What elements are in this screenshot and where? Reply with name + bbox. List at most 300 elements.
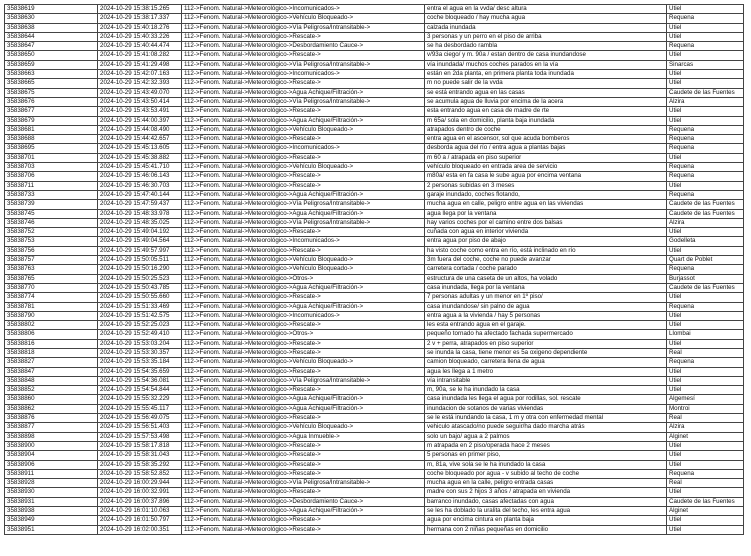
municipality-cell: Real (667, 479, 744, 488)
municipality-cell: Requena (667, 163, 744, 172)
description-cell: entra agua por piso de abajo (425, 237, 667, 246)
table-row (5, 386, 744, 395)
timestamp-cell: 2024-10-29 16:00:29.944 (98, 479, 182, 488)
category-cell: 112->Fenom. Natural->Meteorológico->Rescate-> (182, 153, 425, 162)
category-cell: 112->Fenom. Natural->Meteorológico->Vía Peligrosa/Intransitable-> (182, 200, 425, 209)
table-row (5, 125, 744, 134)
municipality-cell: Utiel (667, 311, 744, 320)
description-cell: camion bloqueado, carretera llena de agua (425, 358, 667, 367)
incident-id-cell: 35838765 (5, 274, 98, 283)
description-cell: inundacion de sotanos de varias viviendas (425, 404, 667, 413)
timestamp-cell: 2024-10-29 15:58:17.818 (98, 441, 182, 450)
description-cell: esta entrando agua en casa de madre de rte (425, 107, 667, 116)
timestamp-cell: 2024-10-29 15:44:08.490 (98, 125, 182, 134)
description-cell: agua por encima cintura en planta baja (425, 516, 667, 525)
description-cell: barranco inundado, casas afectadas con agua (425, 497, 667, 506)
municipality-cell: Utiel (667, 79, 744, 88)
incident-id-cell: 35838638 (5, 23, 98, 32)
incident-id-cell: 35838665 (5, 79, 98, 88)
incident-id-cell: 35838852 (5, 386, 98, 395)
category-cell: 112->Fenom. Natural->Meteorológico->Incomunicados-> (182, 311, 425, 320)
description-cell: solo un bajo/ agua a 2 palmos (425, 432, 667, 441)
description-cell: madre con sus 2 hijos 3 años / atrapada en vivienda (425, 488, 667, 497)
category-cell: 112->Fenom. Natural->Meteorológico->Vehículo Bloqueado-> (182, 256, 425, 265)
table-row (5, 330, 744, 339)
table-row (5, 163, 744, 172)
incident-id-cell: 35838806 (5, 330, 98, 339)
incident-id-cell: 35838928 (5, 479, 98, 488)
description-cell: se inunda la casa, tiene menor es 5a oxigeno dependiente (425, 348, 667, 357)
incident-id-cell: 35838650 (5, 51, 98, 60)
table-row (5, 423, 744, 432)
table-row (5, 51, 744, 60)
description-cell: vía inundada/ muchos coches parados en la vía (425, 60, 667, 69)
municipality-cell: Requena (667, 14, 744, 23)
municipality-cell: Alginet (667, 507, 744, 516)
table-row (5, 181, 744, 190)
description-cell: v/93a ciego/ y m. 90a / estan dentro de casa inundandose (425, 51, 667, 60)
table-row (5, 302, 744, 311)
incident-id-cell: 35838701 (5, 153, 98, 162)
incident-id-cell: 35838802 (5, 321, 98, 330)
incident-id-cell: 35838904 (5, 451, 98, 460)
description-cell: mucha agua en la calle, peligro entrada casas (425, 479, 667, 488)
category-cell: 112->Fenom. Natural->Meteorológico->Vía Peligrosa/Intransitable-> (182, 97, 425, 106)
table-row (5, 116, 744, 125)
municipality-cell: Alzira (667, 423, 744, 432)
description-cell: m80a/ esta en fa casa le sube agua por encima ventana (425, 172, 667, 181)
table-row (5, 293, 744, 302)
table-row (5, 218, 744, 227)
municipality-cell: Utiel (667, 153, 744, 162)
category-cell: 112->Fenom. Natural->Meteorológico->Rescate-> (182, 321, 425, 330)
table-row (5, 432, 744, 441)
category-cell: 112->Fenom. Natural->Meteorológico->Vehículo Bloqueado-> (182, 265, 425, 274)
municipality-cell: Alginet (667, 432, 744, 441)
timestamp-cell: 2024-10-29 15:55:45.117 (98, 404, 182, 413)
timestamp-cell: 2024-10-29 15:51:33.469 (98, 302, 182, 311)
table-row (5, 441, 744, 450)
timestamp-cell: 2024-10-29 16:01:10.063 (98, 507, 182, 516)
category-cell: 112->Fenom. Natural->Meteorológico->Agua Achique/Filtración-> (182, 507, 425, 516)
description-cell: m atrapada en 2 piso/operada hace 2 meses (425, 441, 667, 450)
description-cell: m, 90a, se le ha inundado la casa (425, 386, 667, 395)
category-cell: 112->Fenom. Natural->Meteorológico->Vía Peligrosa/Intransitable-> (182, 376, 425, 385)
municipality-cell: Utiel (667, 525, 744, 534)
category-cell: 112->Fenom. Natural->Meteorológico->Agua Achique/Filtración-> (182, 190, 425, 199)
municipality-cell: Quart de Poblet (667, 256, 744, 265)
municipality-cell: Utiel (667, 228, 744, 237)
table-row (5, 172, 744, 181)
category-cell: 112->Fenom. Natural->Meteorológico->Vehículo Bloqueado-> (182, 163, 425, 172)
table-row (5, 97, 744, 106)
timestamp-cell: 2024-10-29 15:46:06.143 (98, 172, 182, 181)
category-cell: 112->Fenom. Natural->Meteorológico->Rescate-> (182, 79, 425, 88)
municipality-cell: Utiel (667, 32, 744, 41)
incident-id-cell: 35838911 (5, 469, 98, 478)
timestamp-cell: 2024-10-29 15:48:33.978 (98, 209, 182, 218)
category-cell: 112->Fenom. Natural->Meteorológico->Rescate-> (182, 516, 425, 525)
description-cell: se está entrando agua en las casas (425, 88, 667, 97)
table-row (5, 395, 744, 404)
timestamp-cell: 2024-10-29 15:52:49.410 (98, 330, 182, 339)
description-cell: coche bloqueado / hay mucha agua (425, 14, 667, 23)
municipality-cell: Sinarcas (667, 60, 744, 69)
table-row (5, 135, 744, 144)
incident-id-cell: 35838876 (5, 414, 98, 423)
municipality-cell: Alzira (667, 97, 744, 106)
category-cell: 112->Fenom. Natural->Meteorológico->Agua Inmueble-> (182, 432, 425, 441)
description-cell: agua llega por la ventana (425, 209, 667, 218)
timestamp-cell: 2024-10-29 15:50:25.523 (98, 274, 182, 283)
table-row (5, 200, 744, 209)
description-cell: 3 personas y un perro en el piso de arriba (425, 32, 667, 41)
table-row (5, 153, 744, 162)
municipality-cell: Utiel (667, 23, 744, 32)
description-cell: 5 personas en primer piso, (425, 451, 667, 460)
incident-id-cell: 35838827 (5, 358, 98, 367)
municipality-cell: Utiel (667, 293, 744, 302)
description-cell: hermana con 2 niñas pequeñas en domicilio (425, 525, 667, 534)
description-cell: vehículo bloqueado en entrada area de servicio (425, 163, 667, 172)
municipality-cell: Requena (667, 144, 744, 153)
table-row (5, 190, 744, 199)
category-cell: 112->Fenom. Natural->Meteorológico->Rescate-> (182, 135, 425, 144)
category-cell: 112->Fenom. Natural->Meteorológico->Rescate-> (182, 246, 425, 255)
timestamp-cell: 2024-10-29 15:49:57.997 (98, 246, 182, 255)
table-row (5, 79, 744, 88)
timestamp-cell: 2024-10-29 15:51:42.575 (98, 311, 182, 320)
timestamp-cell: 2024-10-29 15:40:18.276 (98, 23, 182, 32)
table-row (5, 488, 744, 497)
municipality-cell: Requena (667, 135, 744, 144)
table-row (5, 274, 744, 283)
incident-id-cell: 35838745 (5, 209, 98, 218)
category-cell: 112->Fenom. Natural->Meteorológico->Rescate-> (182, 293, 425, 302)
incident-id-cell: 35838695 (5, 144, 98, 153)
timestamp-cell: 2024-10-29 15:50:05.511 (98, 256, 182, 265)
timestamp-cell: 2024-10-29 16:01:50.797 (98, 516, 182, 525)
municipality-cell: Real (667, 348, 744, 357)
table-row (5, 525, 744, 534)
timestamp-cell: 2024-10-29 15:38:15.265 (98, 5, 182, 14)
description-cell: mucha agua en calle, peligro entre agua en las viviendas (425, 200, 667, 209)
timestamp-cell: 2024-10-29 15:40:44.474 (98, 42, 182, 51)
category-cell: 112->Fenom. Natural->Meteorológico->Incomunicados-> (182, 70, 425, 79)
timestamp-cell: 2024-10-29 15:46:30.703 (98, 181, 182, 190)
incident-id-cell: 35838763 (5, 265, 98, 274)
incident-id-cell: 35838774 (5, 293, 98, 302)
incident-id-cell: 35838681 (5, 125, 98, 134)
category-cell: 112->Fenom. Natural->Meteorológico->Agua Achique/Filtración-> (182, 395, 425, 404)
description-cell: atrapados dentro de coche (425, 125, 667, 134)
incident-id-cell: 35838688 (5, 135, 98, 144)
municipality-cell: Requena (667, 469, 744, 478)
incident-id-cell: 35838644 (5, 32, 98, 41)
table-row (5, 265, 744, 274)
timestamp-cell: 2024-10-29 15:56:51.403 (98, 423, 182, 432)
description-cell: m 65a/ sola en domicilio, planta baja inundada (425, 116, 667, 125)
table-row (5, 339, 744, 348)
timestamp-cell: 2024-10-29 15:41:08.282 (98, 51, 182, 60)
description-cell: coche bloqueado por agua - v subido al techo de coche (425, 469, 667, 478)
table-row (5, 469, 744, 478)
table-row (5, 311, 744, 320)
description-cell: carretera cortada / coche parado (425, 265, 667, 274)
municipality-cell: Utiel (667, 386, 744, 395)
category-cell: 112->Fenom. Natural->Meteorológico->Rescate-> (182, 228, 425, 237)
description-cell: vehiculo atascado/no puede seguir/ha dado marcha atrás (425, 423, 667, 432)
incident-id-cell: 35838931 (5, 497, 98, 506)
category-cell: 112->Fenom. Natural->Meteorológico->Vehículo Bloqueado-> (182, 423, 425, 432)
timestamp-cell: 2024-10-29 15:53:03.204 (98, 339, 182, 348)
category-cell: 112->Fenom. Natural->Meteorológico->Vehículo Bloqueado-> (182, 125, 425, 134)
incident-id-cell: 35838756 (5, 246, 98, 255)
category-cell: 112->Fenom. Natural->Meteorológico->Rescate-> (182, 488, 425, 497)
municipality-cell: Utiel (667, 516, 744, 525)
municipality-cell: Algemesí (667, 395, 744, 404)
description-cell: ha visto coche como entra en río, está inclinado en río (425, 246, 667, 255)
timestamp-cell: 2024-10-29 15:49:04.564 (98, 237, 182, 246)
timestamp-cell: 2024-10-29 15:45:38.882 (98, 153, 182, 162)
description-cell: m no puede salir de la vvda (425, 79, 667, 88)
table-row (5, 414, 744, 423)
timestamp-cell: 2024-10-29 15:38:17.337 (98, 14, 182, 23)
incident-id-cell: 35838619 (5, 5, 98, 14)
category-cell: 112->Fenom. Natural->Meteorológico->Rescate-> (182, 441, 425, 450)
category-cell: 112->Fenom. Natural->Meteorológico->Agua Achique/Filtración-> (182, 209, 425, 218)
municipality-cell: Utiel (667, 5, 744, 14)
incident-id-cell: 35838951 (5, 525, 98, 534)
municipality-cell: Caudete de las Fuentes (667, 88, 744, 97)
description-cell: están en 2da planta, en primera planta toda inundada (425, 70, 667, 79)
table-row (5, 246, 744, 255)
timestamp-cell: 2024-10-29 15:50:55.660 (98, 293, 182, 302)
table-row (5, 460, 744, 469)
category-cell: 112->Fenom. Natural->Meteorológico->Vía Peligrosa/Intransitable-> (182, 479, 425, 488)
incident-id-cell: 35838676 (5, 97, 98, 106)
incident-id-cell: 35838733 (5, 190, 98, 199)
table-row (5, 376, 744, 385)
category-cell: 112->Fenom. Natural->Meteorológico->Rescate-> (182, 32, 425, 41)
timestamp-cell: 2024-10-29 15:43:53.491 (98, 107, 182, 116)
description-cell: se les ha doblado la uralita del techo, les entra agua (425, 507, 667, 516)
incident-id-cell: 35838898 (5, 432, 98, 441)
category-cell: 112->Fenom. Natural->Meteorológico->Rescate-> (182, 172, 425, 181)
incident-id-cell: 35838930 (5, 488, 98, 497)
incident-id-cell: 35838900 (5, 441, 98, 450)
incident-table-body (5, 5, 744, 535)
incident-id-cell: 35838753 (5, 237, 98, 246)
table-row (5, 507, 744, 516)
municipality-cell: Caudete de las Fuentes (667, 200, 744, 209)
category-cell: 112->Fenom. Natural->Meteorológico->Vía Peligrosa/Intransitable-> (182, 60, 425, 69)
category-cell: 112->Fenom. Natural->Meteorológico->Desbordamiento Cauce-> (182, 42, 425, 51)
incident-id-cell: 35838906 (5, 460, 98, 469)
category-cell: 112->Fenom. Natural->Meteorológico->Agua Achique/Filtración-> (182, 88, 425, 97)
municipality-cell: Caudete de las Fuentes (667, 283, 744, 292)
municipality-cell: Requena (667, 302, 744, 311)
municipality-cell: Utiel (667, 441, 744, 450)
category-cell: 112->Fenom. Natural->Meteorológico->Rescate-> (182, 348, 425, 357)
incident-id-cell: 35838677 (5, 107, 98, 116)
incident-id-cell: 35838877 (5, 423, 98, 432)
incident-id-cell: 35838630 (5, 14, 98, 23)
incident-id-cell: 35838706 (5, 172, 98, 181)
timestamp-cell: 2024-10-29 15:53:35.184 (98, 358, 182, 367)
municipality-cell: Utiel (667, 451, 744, 460)
municipality-cell: Requena (667, 125, 744, 134)
municipality-cell: Utiel (667, 367, 744, 376)
incident-id-cell: 35838938 (5, 507, 98, 516)
municipality-cell: Utiel (667, 339, 744, 348)
municipality-cell: Requena (667, 172, 744, 181)
incident-id-cell: 35838739 (5, 200, 98, 209)
description-cell: 3m fuera del coche, coche no puede avanzar (425, 256, 667, 265)
timestamp-cell: 2024-10-29 15:50:16.290 (98, 265, 182, 274)
category-cell: 112->Fenom. Natural->Meteorológico->Incomunicados-> (182, 144, 425, 153)
category-cell: 112->Fenom. Natural->Meteorológico->Agua Achique/Filtración-> (182, 404, 425, 413)
description-cell: agua les llega a 1 metro (425, 367, 667, 376)
description-cell: desborda agua del río / entra agua a plantas bajas (425, 144, 667, 153)
incident-id-cell: 35838711 (5, 181, 98, 190)
table-row (5, 283, 744, 292)
description-cell: casa inundada les llega el agua por rodillas, sol. rescate (425, 395, 667, 404)
table-row (5, 358, 744, 367)
municipality-cell: Requena (667, 190, 744, 199)
timestamp-cell: 2024-10-29 15:45:13.605 (98, 144, 182, 153)
incident-id-cell: 35838752 (5, 228, 98, 237)
timestamp-cell: 2024-10-29 15:54:35.659 (98, 367, 182, 376)
table-row (5, 237, 744, 246)
table-row (5, 14, 744, 23)
timestamp-cell: 2024-10-29 15:58:31.043 (98, 451, 182, 460)
timestamp-cell: 2024-10-29 15:47:59.437 (98, 200, 182, 209)
municipality-cell: Alzira (667, 218, 744, 227)
timestamp-cell: 2024-10-29 15:56:49.075 (98, 414, 182, 423)
timestamp-cell: 2024-10-29 16:00:32.991 (98, 488, 182, 497)
incident-id-cell: 35838862 (5, 404, 98, 413)
timestamp-cell: 2024-10-29 15:43:50.414 (98, 97, 182, 106)
description-cell: vía intransitable (425, 376, 667, 385)
timestamp-cell: 2024-10-29 16:02:00.351 (98, 525, 182, 534)
description-cell: entra agua a la vivienda / hay 5 personas (425, 311, 667, 320)
incident-id-cell: 35838675 (5, 88, 98, 97)
municipality-cell: Utiel (667, 246, 744, 255)
municipality-cell: Utiel (667, 488, 744, 497)
table-row (5, 256, 744, 265)
description-cell: m, 81a, vive sola se le ha inundado la casa (425, 460, 667, 469)
incident-id-cell: 35838647 (5, 42, 98, 51)
category-cell: 112->Fenom. Natural->Meteorológico->Rescate-> (182, 525, 425, 534)
municipality-cell: Utiel (667, 181, 744, 190)
description-cell: casa inundandose/ sin palno de agua (425, 302, 667, 311)
category-cell: 112->Fenom. Natural->Meteorológico->Rescate-> (182, 414, 425, 423)
description-cell: cuñada con agua en interior vivienda (425, 228, 667, 237)
description-cell: garaje inundado, coches flotando, (425, 190, 667, 199)
municipality-cell: Utiel (667, 51, 744, 60)
incident-id-cell: 35838790 (5, 311, 98, 320)
timestamp-cell: 2024-10-29 15:50:43.785 (98, 283, 182, 292)
table-row (5, 32, 744, 41)
category-cell: 112->Fenom. Natural->Meteorológico->Otros-> (182, 274, 425, 283)
timestamp-cell: 2024-10-29 15:58:35.292 (98, 460, 182, 469)
municipality-cell: Caudete de las Fuentes (667, 209, 744, 218)
incident-id-cell: 35838746 (5, 218, 98, 227)
category-cell: 112->Fenom. Natural->Meteorológico->Vía Peligrosa/Intransitable-> (182, 23, 425, 32)
incident-id-cell: 35838818 (5, 348, 98, 357)
description-cell: entra el agua en la vvda/ desc altura (425, 5, 667, 14)
timestamp-cell: 2024-10-29 16:00:37.896 (98, 497, 182, 506)
category-cell: 112->Fenom. Natural->Meteorológico->Agua Achique/Filtración-> (182, 302, 425, 311)
table-row (5, 497, 744, 506)
category-cell: 112->Fenom. Natural->Meteorológico->Rescate-> (182, 339, 425, 348)
municipality-cell: Godelleta (667, 237, 744, 246)
table-row (5, 516, 744, 525)
table-row (5, 479, 744, 488)
timestamp-cell: 2024-10-29 15:55:32.229 (98, 395, 182, 404)
table-row (5, 88, 744, 97)
municipality-cell: Utiel (667, 460, 744, 469)
incident-id-cell: 35838770 (5, 283, 98, 292)
timestamp-cell: 2024-10-29 15:57:53.498 (98, 432, 182, 441)
category-cell: 112->Fenom. Natural->Meteorológico->Vehículo Bloqueado-> (182, 358, 425, 367)
municipality-cell: Llombai (667, 330, 744, 339)
category-cell: 112->Fenom. Natural->Meteorológico->Rescate-> (182, 181, 425, 190)
table-row (5, 348, 744, 357)
timestamp-cell: 2024-10-29 15:54:36.081 (98, 376, 182, 385)
table-row (5, 144, 744, 153)
timestamp-cell: 2024-10-29 15:42:07.163 (98, 70, 182, 79)
municipality-cell: Utiel (667, 321, 744, 330)
category-cell: 112->Fenom. Natural->Meteorológico->Vía Peligrosa/Intransitable-> (182, 218, 425, 227)
category-cell: 112->Fenom. Natural->Meteorológico->Rescate-> (182, 460, 425, 469)
municipality-cell: Requena (667, 265, 744, 274)
timestamp-cell: 2024-10-29 15:58:52.852 (98, 469, 182, 478)
incident-id-cell: 35838847 (5, 367, 98, 376)
category-cell: 112->Fenom. Natural->Meteorológico->Rescate-> (182, 386, 425, 395)
table-row (5, 42, 744, 51)
table-row (5, 107, 744, 116)
table-row (5, 5, 744, 14)
description-cell: calzada inundada (425, 23, 667, 32)
municipality-cell: Utiel (667, 116, 744, 125)
municipality-cell: Utiel (667, 107, 744, 116)
category-cell: 112->Fenom. Natural->Meteorológico->Incomunicados-> (182, 5, 425, 14)
municipality-cell: Montroi (667, 404, 744, 413)
timestamp-cell: 2024-10-29 15:49:04.192 (98, 228, 182, 237)
incident-id-cell: 35838679 (5, 116, 98, 125)
municipality-cell: Burjassot (667, 274, 744, 283)
category-cell: 112->Fenom. Natural->Meteorológico->Otros-> (182, 330, 425, 339)
description-cell: se le está inundando la casa, 1 m y otra con enfermedad mental (425, 414, 667, 423)
timestamp-cell: 2024-10-29 15:40:33.226 (98, 32, 182, 41)
description-cell: hay varios coches por el camino entre dos balsas (425, 218, 667, 227)
table-row (5, 60, 744, 69)
table-row (5, 23, 744, 32)
description-cell: se acumula agua de lluvia por encima de la acera (425, 97, 667, 106)
category-cell: 112->Fenom. Natural->Meteorológico->Desbordamiento Cauce-> (182, 497, 425, 506)
municipality-cell: Requena (667, 42, 744, 51)
timestamp-cell: 2024-10-29 15:53:30.357 (98, 348, 182, 357)
incident-id-cell: 35838659 (5, 60, 98, 69)
table-row (5, 70, 744, 79)
incident-id-cell: 35838848 (5, 376, 98, 385)
incident-id-cell: 35838663 (5, 70, 98, 79)
incident-id-cell: 35838757 (5, 256, 98, 265)
incident-id-cell: 35838781 (5, 302, 98, 311)
timestamp-cell: 2024-10-29 15:43:49.070 (98, 88, 182, 97)
